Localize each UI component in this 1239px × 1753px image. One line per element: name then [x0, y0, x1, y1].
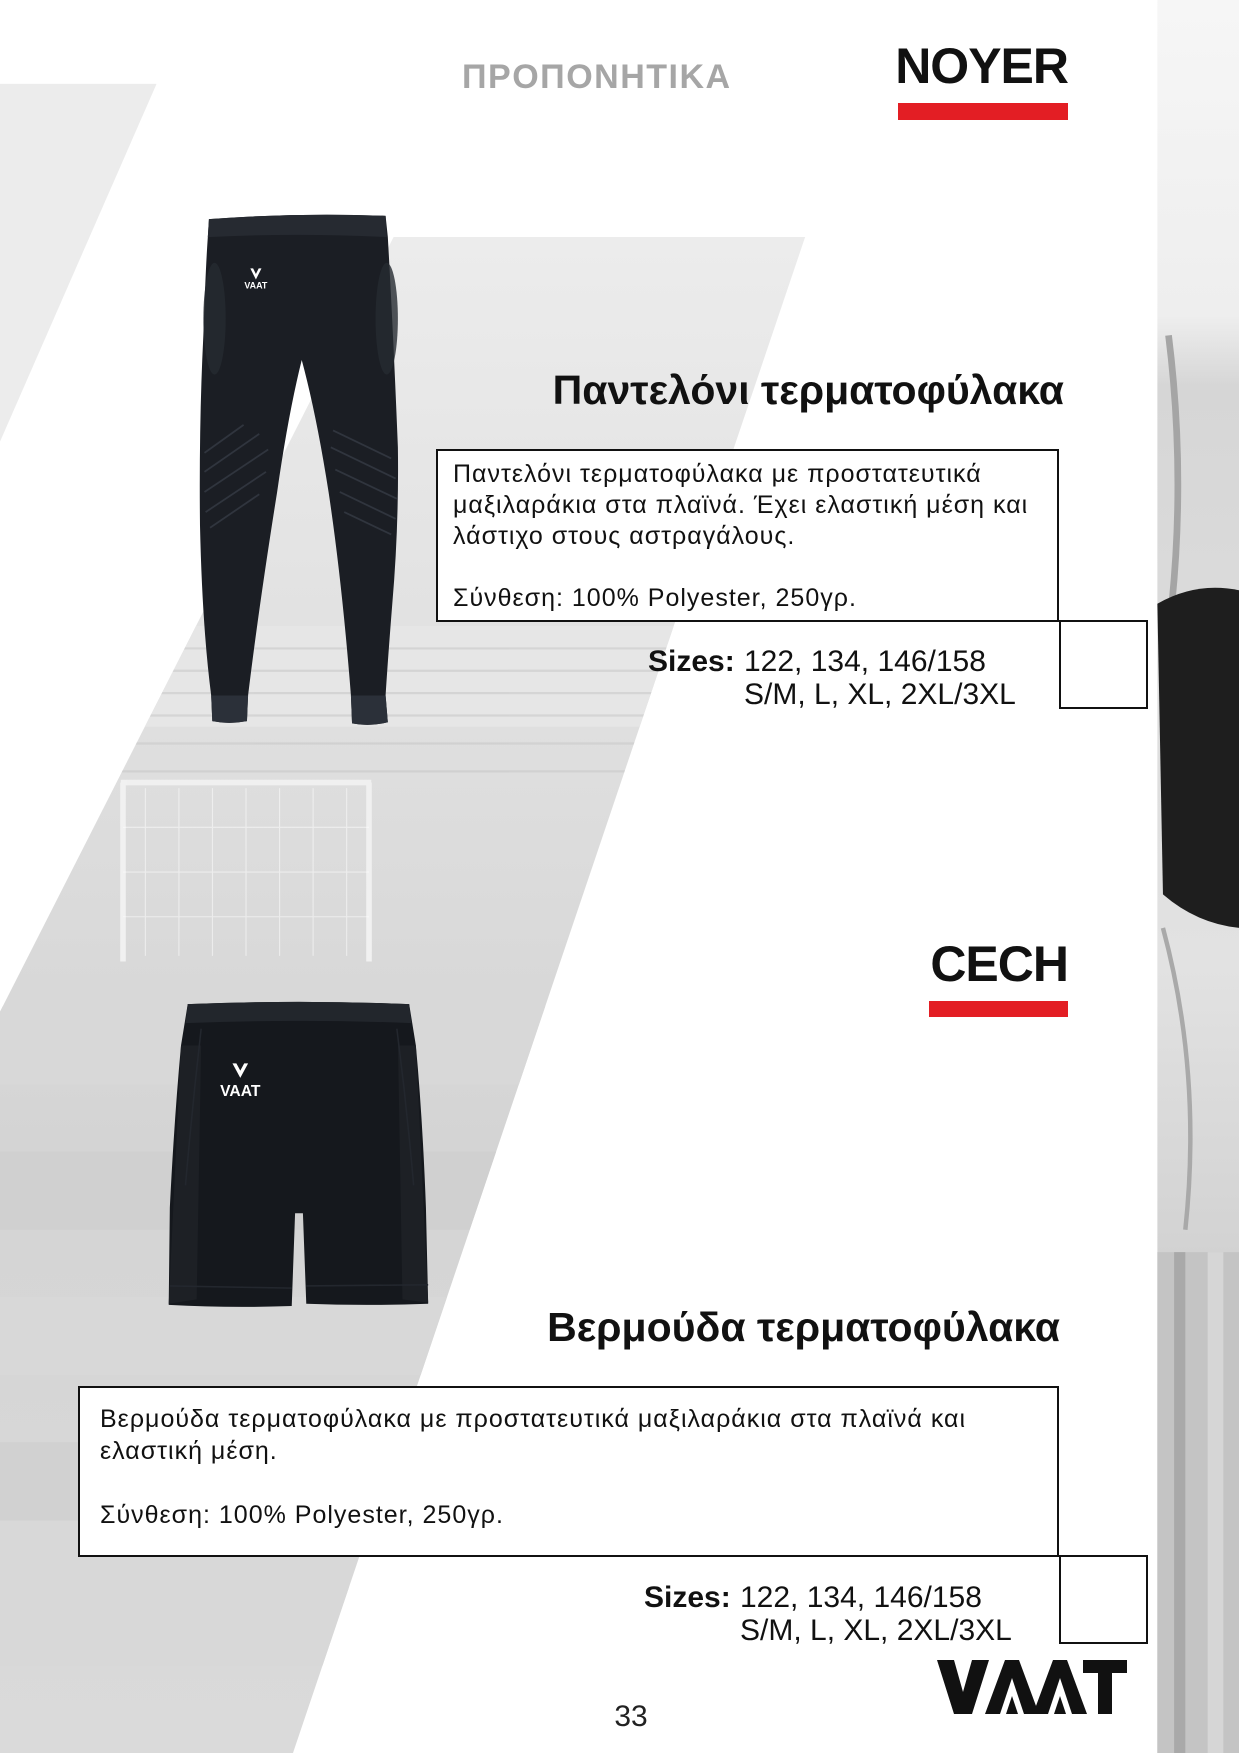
sizes-label: Sizes:: [644, 1581, 731, 1614]
section-title: ΠΡΟΠΟΝΗΤΙΚΑ: [462, 58, 732, 96]
garment-logo-text: VAAT: [244, 280, 268, 291]
soccer-ball-strip: [1157, 0, 1239, 1753]
sizes-line-adults: S/M, L, XL, 2XL/3XL: [740, 1614, 1012, 1647]
composition-text: Σύνθεση: 100% Polyester, 250γρ.: [100, 1501, 504, 1529]
sizes-label: Sizes:: [648, 645, 735, 678]
product-title: Βερμούδα τερματοφύλακα: [547, 1304, 1060, 1350]
description-line: λάστιχο στους αστραγάλους.: [453, 522, 796, 550]
description-line: ελαστική μέση.: [100, 1437, 278, 1465]
goalkeeper-shorts-image: [162, 995, 436, 1314]
description-line: μαξιλαράκια στα πλαϊνά. Έχει ελαστική μέση και: [453, 491, 1029, 519]
sizes-line-adults: S/M, L, XL, 2XL/3XL: [744, 678, 1016, 711]
product-title: Παντελόνι τερματοφύλακα: [552, 367, 1064, 413]
product-model-name: CECH: [930, 936, 1068, 992]
side-square-frame: [1059, 620, 1148, 709]
description-line: Βερμούδα τερματοφύλακα με προστατευτικά μαξιλαράκια στα πλαϊνά και: [100, 1405, 967, 1433]
garment-logo-text: VAAT: [220, 1082, 261, 1100]
sizes-block: [648, 645, 1016, 711]
description-line: Παντελόνι τερματοφύλακα με προστατευτικά: [453, 460, 982, 488]
side-square-frame: [1059, 1555, 1148, 1644]
product-model-name: NOYER: [895, 38, 1068, 94]
sizes-line-kids: 122, 134, 146/158: [744, 645, 986, 678]
sizes-block: [644, 1581, 1012, 1647]
product-description-box: [78, 1386, 1059, 1557]
product-description-box: [436, 449, 1059, 622]
sizes-values: [744, 645, 1016, 711]
corner-wedge: [0, 84, 157, 442]
composition-text: Σύνθεση: 100% Polyester, 250γρ.: [453, 584, 857, 612]
sizes-line-kids: 122, 134, 146/158: [740, 1581, 982, 1614]
page-number: 33: [614, 1700, 648, 1733]
goalkeeper-pants-image: [192, 208, 407, 729]
brand-logo: [937, 1660, 1127, 1714]
sizes-values: [740, 1581, 1012, 1647]
accent-underline: [929, 1001, 1068, 1017]
accent-underline: [898, 103, 1068, 120]
